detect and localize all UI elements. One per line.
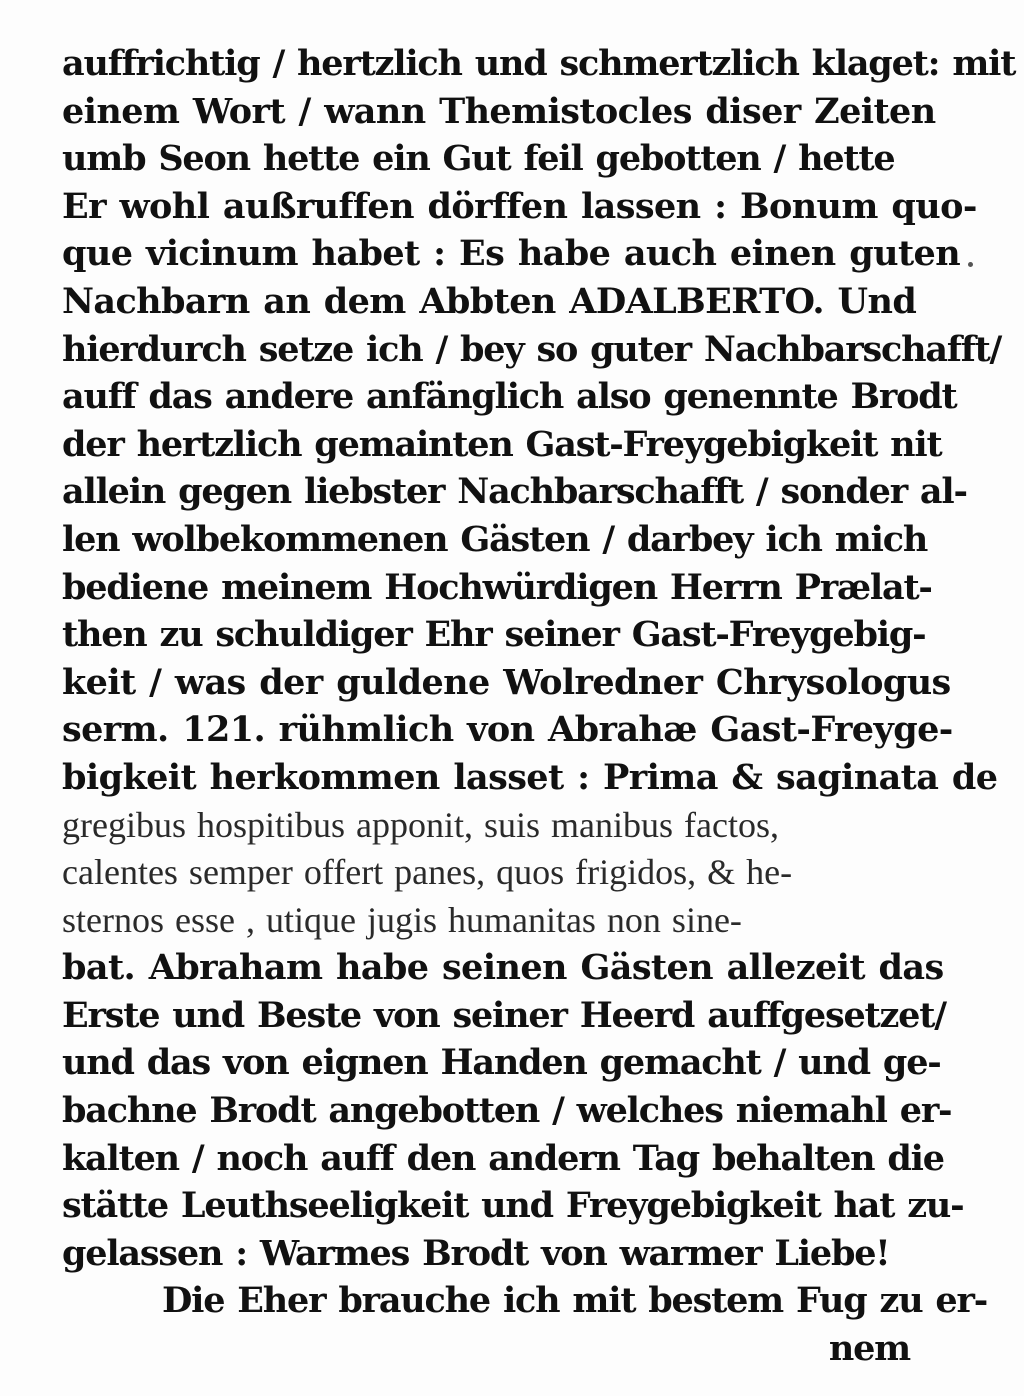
text-line: serm. 121. rühmlich von Abrahæ Gast-Freyge- — [62, 709, 953, 751]
text-line: then zu schuldiger Ehr seiner Gast-Freygebig- — [62, 614, 926, 656]
text-line: der hertzlich gemainten Gast-Freygebigkeit nit — [62, 423, 942, 465]
text-line: allein gegen liebster Nachbarschafft / sonder al- — [62, 471, 967, 513]
text-line: und das von eignen Handen gemacht / und ge- — [62, 1042, 941, 1084]
text-line: einem Wort / wann Themistocles diser Zeiten — [62, 90, 936, 132]
text-line: gregibus hospitibus apponit, suis manibus factos, — [62, 804, 779, 845]
text-line: auff das andere anfänglich also genennte Brodt — [62, 376, 957, 418]
paper-speck — [968, 262, 973, 267]
text-line: stätte Leuthseeligkeit und Freygebigkeit hat zu- — [62, 1185, 964, 1227]
text-line: bigkeit herkommen lasset : Prima & saginata de — [62, 756, 998, 798]
text-line: auffrichtig / hertzlich und schmertzlich klaget: mit — [62, 43, 1016, 84]
text-line: calentes semper offert panes, quos frigidos, & he- — [62, 852, 793, 893]
body-text — [62, 40, 1016, 1373]
text-line: sternos esse , utique jugis humanitas non sine- — [62, 899, 742, 940]
text-line: bediene meinem Hochwürdigen Herrn Prælat- — [62, 566, 932, 608]
text-line: que vicinum habet : Es habe auch einen guten — [62, 233, 961, 275]
text-line: hierdurch setze ich / bey so guter Nachbarschafft/ — [62, 328, 1002, 370]
text-line: Er wohl außruffen dörffen lassen : Bonum quo- — [62, 185, 977, 227]
text-line: keit / was der guldene Wolredner Chrysologus — [62, 661, 951, 703]
text-line: gelassen : Warmes Brodt von warmer Liebe! — [62, 1232, 890, 1274]
text-line: len wolbekommenen Gästen / darbey ich mich — [62, 518, 928, 560]
catchword: nem — [828, 1328, 910, 1370]
paragraph-start-line: Die Eher brauche ich mit bestem Fug zu er- — [162, 1280, 988, 1322]
text-line: kalten / noch auff den andern Tag behalten die — [62, 1137, 944, 1179]
text-line: bachne Brodt angebotten / welches niemahl er- — [62, 1090, 952, 1132]
text-line: umb Seon hette ein Gut feil gebotten / hette — [62, 138, 895, 180]
text-line: Erste und Beste von seiner Heerd auffgesetzet/ — [62, 994, 946, 1036]
text-line: Nachbarn an dem Abbten ADALBERTO. Und — [62, 280, 917, 322]
text-line: bat. Abraham habe seinen Gästen allezeit das — [62, 947, 944, 989]
